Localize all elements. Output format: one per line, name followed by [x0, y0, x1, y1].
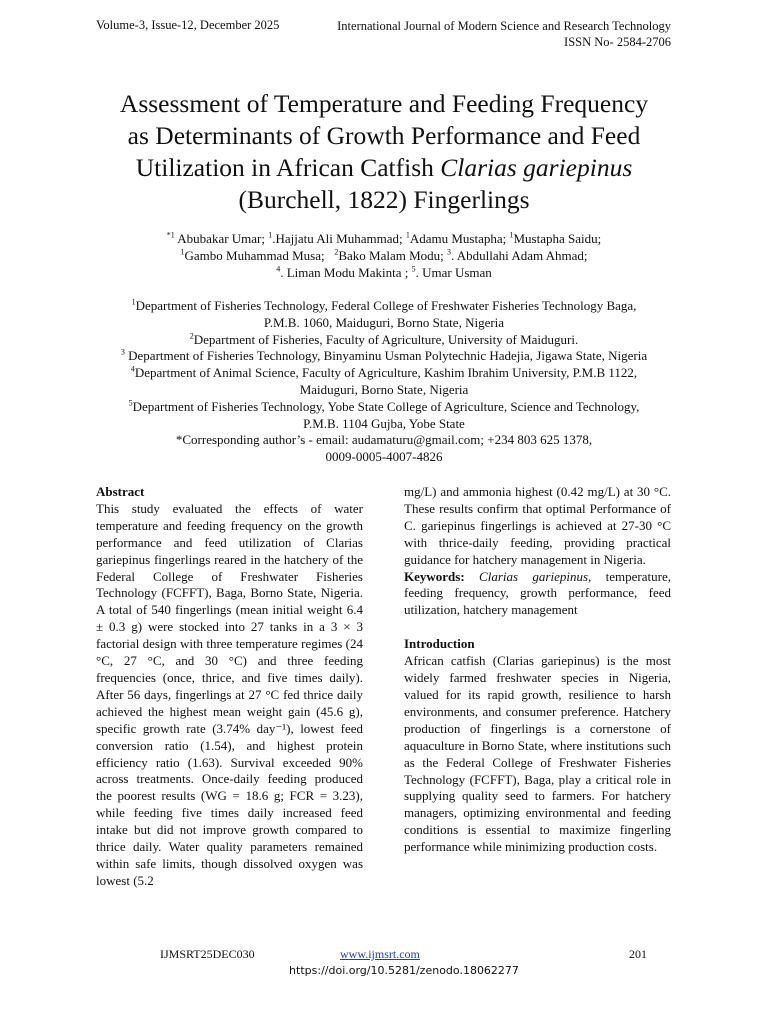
title-species: Clarias gariepinus	[440, 153, 633, 182]
affiliation-text: Department of Fisheries Technology, Yobe State College of Agriculture, Science and Technology,	[132, 398, 640, 414]
affiliation-1	[60, 298, 708, 315]
affiliation-sup: 5	[128, 398, 133, 408]
author-name: Adamu Mustapha;	[409, 231, 507, 246]
affiliation-list	[60, 298, 708, 466]
introduction-heading: Introduction	[404, 636, 475, 652]
author-list	[60, 230, 708, 281]
affiliation-sup: 3	[120, 348, 125, 358]
journal-name: International Journal of Modern Science and Research Technology	[337, 19, 671, 33]
affiliation-sup: 4	[130, 364, 135, 374]
introduction-body: African catfish (Clarias gariepinus) is the most widely farmed freshwater species in Nigeria, valued for its rapid growth, resilience to harsh environments, and consumer preference. Hatchery production of fingerlings is a cornerstone of aquaculture in Borno State, where institutions such as the Federal College of Freshwater Fisheries Technology (FCFFT), Baga, play a critical role in supplying quality seed to farmers. For hatchery managers, optimizing environmental and feeding conditions is essential to maximize fingerling performance while minimizing production costs.	[404, 653, 671, 855]
journal-volume: Volume-3, Issue-12, December 2025	[96, 18, 280, 32]
affiliation-1-cont: P.M.B. 1060, Maiduguri, Borno State, Nigeria	[263, 314, 505, 330]
author-sup: 1	[268, 230, 273, 240]
author-name: Bako Malam Modu;	[338, 248, 444, 263]
abstract-heading: Abstract	[96, 484, 145, 499]
author-name: Mustapha Saidu;	[513, 231, 602, 246]
author-name: Gambo Muhammad Musa;	[184, 248, 325, 263]
paper-title	[60, 88, 708, 216]
abstract-continued: mg/L) and ammonia highest (0.42 mg/L) at 30 °C. These results confirm that optimal Performance of C. gariepinus fingerlings is achieved at 27-30 °C with thrice-daily feeding, providing practical guidance for hatchery management in Nigeria.	[404, 484, 671, 567]
author-name: . Liman Modu Makinta ;	[280, 265, 409, 280]
author-line-2	[60, 247, 708, 264]
affiliation-5	[60, 399, 708, 416]
affiliation-sup: 1	[131, 297, 136, 307]
affiliation-text: Department of Fisheries Technology, Federal College of Freshwater Fisheries Technology Baga,	[135, 298, 637, 313]
author-sup: 4	[276, 264, 281, 274]
corresponding-author: *Corresponding author’s - email: audamaturu@gmail.com; +234 803 625 1378,	[175, 432, 593, 448]
keywords-species: Clarias gariepinus	[479, 568, 589, 584]
title-line-3	[60, 152, 708, 184]
affiliation-4-cont: Maiduguri, Borno State, Nigeria	[299, 381, 469, 397]
author-sup: 1	[180, 247, 185, 257]
affiliation-3	[60, 348, 708, 365]
page-number: 201	[629, 947, 647, 961]
keywords-label: Keywords:	[404, 568, 465, 584]
keywords	[404, 569, 671, 620]
affiliation-text: Department of Fisheries Technology, Binyaminu Usman Polytechnic Hadejia, Jigawa State, Nigeria	[128, 348, 648, 364]
author-name: Abubakar Umar;	[177, 231, 265, 246]
author-name: .Hajjatu Ali Muhammad;	[272, 231, 403, 246]
affiliation-sup: 2	[189, 331, 194, 341]
paper-id: IJMSRT25DEC030	[160, 947, 255, 961]
author-sup: 2	[334, 247, 339, 257]
affiliation-2	[60, 332, 708, 349]
author-line-1	[60, 230, 708, 247]
title-line-4: (Burchell, 1822) Fingerlings	[238, 185, 530, 214]
affiliation-5-cont: P.M.B. 1104 Gujba, Yobe State	[303, 415, 465, 431]
author-sup: 3	[447, 247, 452, 257]
title-line-3-text: Utilization in African Catfish	[135, 153, 441, 182]
orcid: 0009-0005-4007-4826	[325, 449, 443, 465]
title-line-1: Assessment of Temperature and Feeding Frequency	[119, 89, 649, 118]
author-sup: 1	[405, 230, 410, 240]
title-line-2: as Determinants of Growth Performance and Feed	[127, 121, 641, 150]
author-line-3	[60, 264, 708, 281]
author-name: . Umar Usman	[415, 265, 492, 280]
affiliation-text: Department of Animal Science, Faculty of Agriculture, Kashim Ibrahim University, P.M.B 1122,	[134, 365, 638, 381]
left-column	[96, 484, 363, 890]
author-name: . Abdullahi Adam Ahmad;	[451, 248, 588, 263]
journal-header-right	[337, 18, 671, 50]
author-sup: 1	[509, 230, 514, 240]
affiliation-text: Department of Fisheries, Faculty of Agriculture, University of Maiduguri.	[193, 331, 579, 347]
doi-link[interactable]: https://doi.org/10.5281/zenodo.18062277	[289, 964, 519, 977]
right-column	[404, 484, 671, 856]
author-sup: 5	[411, 264, 416, 274]
website-link[interactable]: www.ijmsrt.com	[340, 947, 420, 961]
journal-issn: ISSN No- 2584-2706	[564, 35, 671, 49]
keywords-list: , temperature, feeding frequency, growth performance, feed utilization, hatchery management	[404, 568, 671, 618]
abstract-body: This study evaluated the effects of water temperature and feeding frequency on the growth performance and feed utilization of Clarias gariepinus fingerlings reared in the hatchery of the Federal College of Freshwater Fisheries Technology (FCFFT), Baga, Borno State, Nigeria. A total of 540 fingerlings (mean initial weight 6.4 ± 0.3 g) were stocked into 27 tanks in a 3 × 3 factorial design with three temperature regimes (24 °C, 27 °C, and 30 °C) and three feeding frequencies (once, thrice, and five times daily). After 56 days, fingerlings at 27 °C fed thrice daily achieved the highest mean weight gain (45.6 g), specific growth rate (3.74% day⁻¹), lowest feed conversion ratio (1.54), and highest protein efficiency ratio (1.63). Survival exceeded 90% across treatments. Once-daily feeding produced the poorest results (WG = 18.6 g; FCR = 3.23), while feeding five times daily increased feed intake but did not improve growth compared to thrice daily. Water quality parameters remained within safe limits, though dissolved oxygen was lowest (5.2	[96, 500, 363, 888]
author-sup: *1	[166, 230, 175, 240]
affiliation-4	[60, 365, 708, 382]
